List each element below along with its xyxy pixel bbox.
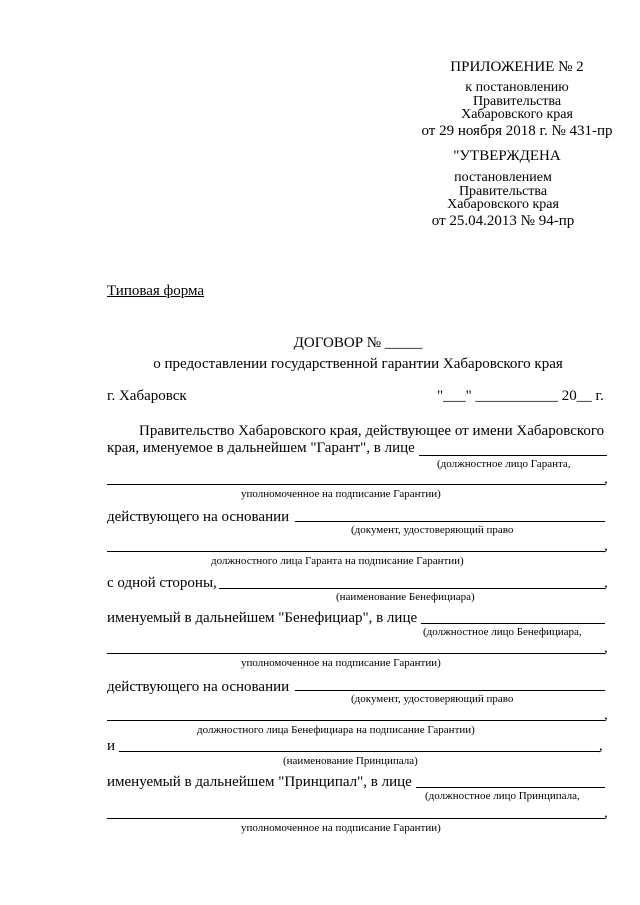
principal-official-field[interactable] [416, 787, 605, 788]
one-side-label: с одной стороны, [107, 575, 217, 591]
comma: , [604, 805, 608, 821]
contract-place: г. Хабаровск [107, 388, 187, 404]
acting-basis-label-1: действующего на основании [107, 509, 290, 525]
to-resolution: к постановлению [465, 80, 569, 95]
beneficiary-name-hint: (наименование Бенефициара) [336, 591, 475, 603]
guarantor-intro-line2: края, именуемое в дальнейшем "Гарант", в лице [107, 440, 415, 456]
beneficiary-official-hint: (должностное лицо Бенефициара, [423, 626, 582, 638]
beneficiary-authorized-hint: уполномоченное на подписание Гарантии) [241, 657, 441, 669]
beneficiary-name-field[interactable] [219, 588, 605, 589]
document-right-hint-1: (документ, удостоверяющий право [351, 524, 514, 536]
comma: , [604, 640, 608, 656]
by-resolution: постановлением [454, 170, 552, 185]
guarantor-authorized-hint: уполномоченное на подписание Гарантии) [241, 488, 441, 500]
contract-title: ДОГОВОР № _____ [293, 335, 423, 351]
principal-named-label: именуемый в дальнейшем "Принципал", в лице [107, 774, 412, 790]
document-right-hint-2: (документ, удостоверяющий право [351, 693, 514, 705]
guarantor-official-field-cont[interactable] [107, 484, 605, 485]
beneficiary-basis-field-cont[interactable] [107, 720, 605, 721]
principal-name-field[interactable] [119, 751, 600, 752]
beneficiary-official-sign-hint: должностного лица Бенефициара на подписание Гарантии) [197, 724, 475, 736]
comma: , [604, 471, 608, 487]
comma: , [604, 707, 608, 723]
principal-name-hint: (наименование Принципала) [283, 755, 418, 767]
principal-official-field-cont[interactable] [107, 818, 605, 819]
guarantor-official-sign-hint: должностного лица Гаранта на подписание Гарантии) [211, 555, 464, 567]
guarantor-intro-line1: Правительство Хабаровского края, действующее от имени Хабаровского [139, 423, 605, 439]
principal-authorized-hint: уполномоченное на подписание Гарантии) [241, 822, 441, 834]
comma: , [599, 738, 603, 754]
region-label-2: Хабаровского края [447, 197, 559, 212]
beneficiary-official-field-cont[interactable] [107, 653, 605, 654]
contract-subtitle: о предоставлении государственной гарантии Хабаровского края [153, 356, 563, 372]
comma: , [604, 575, 608, 591]
approved-label: "УТВЕРЖДЕНА [453, 148, 561, 164]
contract-date-blank[interactable]: "___" ___________ 20__ г. [437, 388, 604, 404]
form-type-label: Типовая форма [107, 283, 205, 299]
beneficiary-named-label: именуемый в дальнейшем "Бенефициар", в лице [107, 610, 418, 626]
resolution-date-number: от 29 ноября 2018 г. № 431-пр [421, 123, 613, 139]
acting-basis-label-2: действующего на основании [107, 679, 290, 695]
original-resolution-date-number: от 25.04.2013 № 94-пр [431, 213, 575, 229]
guarantor-basis-field-cont[interactable] [107, 551, 605, 552]
government-label: Правительства [472, 94, 562, 109]
beneficiary-basis-field[interactable] [295, 690, 605, 691]
government-label-2: Правительства [458, 184, 548, 199]
and-label: и [107, 738, 116, 754]
region-label: Хабаровского края [461, 107, 573, 122]
guarantor-basis-field[interactable] [295, 521, 605, 522]
guarantor-official-hint: (должностное лицо Гаранта, [437, 458, 571, 470]
comma: , [604, 538, 608, 554]
appendix-number: ПРИЛОЖЕНИЕ № 2 [450, 59, 584, 75]
principal-official-hint: (должностное лицо Принципала, [425, 790, 580, 802]
guarantor-official-field[interactable] [419, 455, 607, 456]
beneficiary-official-field[interactable] [421, 623, 605, 624]
